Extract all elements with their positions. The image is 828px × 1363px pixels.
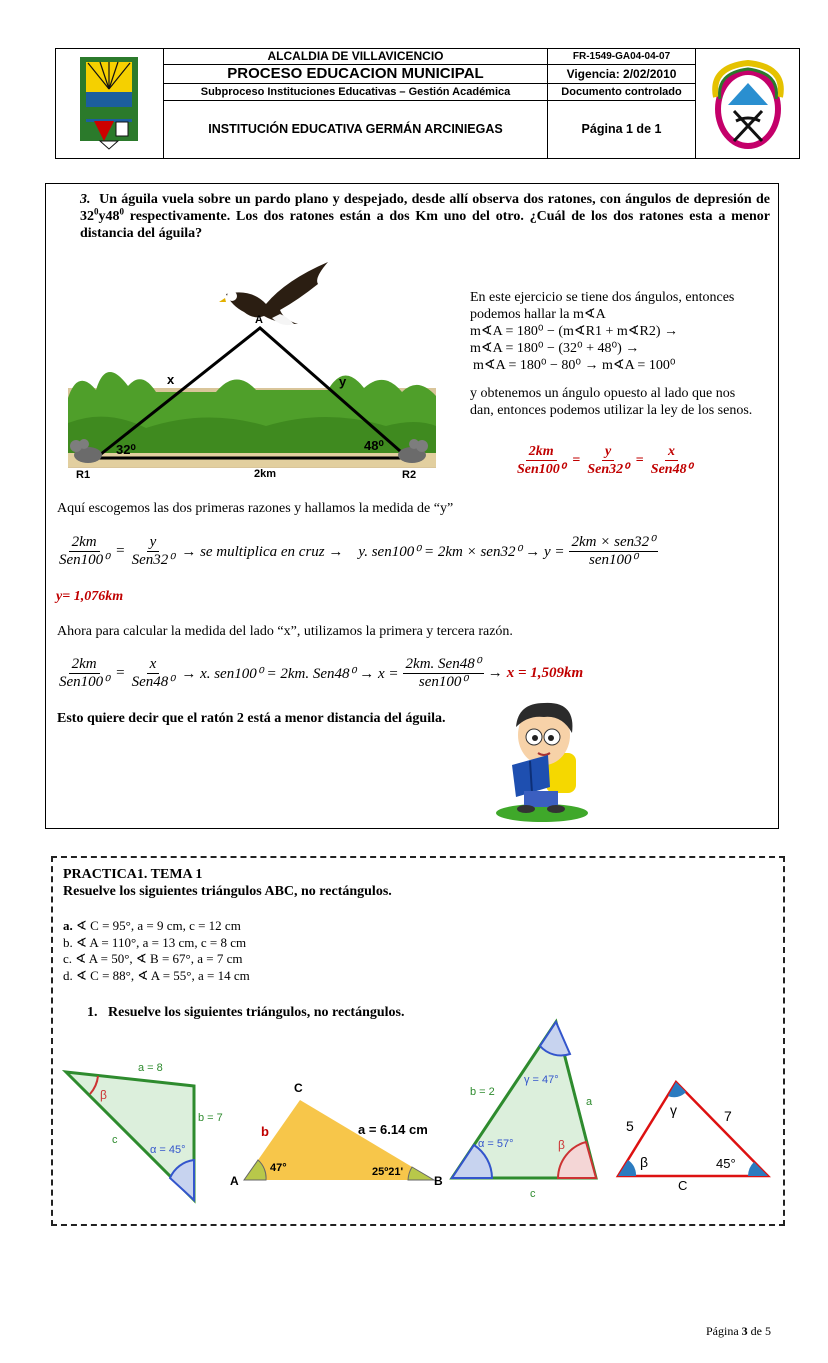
step2-intro: Ahora para calcular la medida del lado “x”, utilizamos la primera y tercera razón. — [57, 624, 513, 639]
explain-l1: m∢A = 180⁰ − (m∢R1 + m∢R2) → — [470, 324, 678, 339]
practice-item: d. ∢ C = 88°, ∢ A = 55°, a = 14 cm — [63, 967, 250, 983]
practice-item: a. ∢ C = 95°, a = 9 cm, c = 12 cm — [63, 918, 241, 933]
s1-f2n: y — [147, 534, 160, 552]
law-eq-2: = — [635, 452, 644, 468]
page-footer: Página 3 de 5 — [706, 1324, 771, 1338]
law-n1: 2km — [526, 443, 557, 461]
explain-p1: En este ejercicio se tiene dos ángulos, entonces podemos hallar la m∢A — [470, 290, 735, 322]
t3-gamma: γ = 47° — [524, 1074, 559, 1086]
practice-title: PRACTICA1. TEMA 1 — [63, 867, 203, 882]
triangle-4 — [612, 1076, 776, 1196]
t4-beta: β — [640, 1154, 649, 1170]
t3-b: b = 2 — [470, 1086, 495, 1098]
law-d1: Sen100⁰ — [517, 462, 566, 477]
header-title-3: Subproceso Instituciones Educativas – Gestión Académica — [163, 84, 547, 101]
t3-c: c — [530, 1188, 536, 1200]
school-emblem-icon — [696, 49, 800, 158]
practice-item: b. ∢ A = 110°, a = 13 cm, c = 8 cm — [63, 934, 247, 950]
problem-statement — [80, 191, 770, 242]
explanation-column — [470, 289, 760, 419]
s1-f3d: sen100⁰ — [589, 552, 638, 568]
t4-5: 5 — [626, 1118, 634, 1134]
municipal-crest — [56, 49, 163, 158]
explain-l2: m∢A = 180⁰ − (32⁰ + 48⁰) → — [470, 341, 640, 356]
law-eq-1: = — [572, 452, 581, 468]
practice-subtitle: Resuelve los siguientes triángulos ABC, no rectángulos. — [63, 884, 392, 899]
t1-c: c — [112, 1134, 118, 1146]
problem-angle-2: 48 — [105, 209, 120, 224]
s2-f1n: 2km — [69, 656, 100, 674]
school-logo — [695, 49, 799, 158]
fig-label-x: x — [167, 372, 175, 387]
t2-angB: 25º21' — [372, 1166, 404, 1178]
eagle-icon — [219, 262, 328, 325]
t2-a: a = 6.14 cm — [358, 1122, 428, 1137]
s2-mid: → x. sen100⁰ = 2km. Sen48⁰ → x = — [181, 666, 399, 682]
s2-arrow: → — [487, 665, 503, 681]
header-title-2: PROCESO EDUCACION MUNICIPAL — [163, 65, 547, 84]
practice-list — [63, 918, 250, 984]
fig-label-r2: R2 — [402, 469, 417, 481]
explain-l3: m∢A = 180⁰ − 80⁰ → m∢A = 100⁰ — [473, 358, 676, 373]
crest-logo-icon — [56, 49, 163, 158]
step1-equation: $\frac{2km}{\text{Sen100⁰}}$ = $\frac{y}{\text{Sen32⁰}}$ → se multiplica en cruz → y. sen100⁰ = 2km × sen32⁰ → y = $\frac{\text{2km × sen32⁰}}{\text{sen100⁰}}$ — [56, 534, 658, 569]
header-title-1: ALCALDIA DE VILLAVICENCIO — [163, 49, 547, 65]
s2-f2n: x — [147, 656, 160, 674]
t1-alpha: α = 45° — [150, 1144, 186, 1156]
exercise-heading: 1. Resuelve los siguientes triángulos, no rectángulos. — [87, 1005, 405, 1020]
t2-C: C — [294, 1081, 303, 1095]
t4-gamma: γ — [670, 1102, 677, 1118]
practice-item: c. ∢ A = 50°, ∢ B = 67°, a = 7 cm — [63, 951, 243, 966]
law-d2: Sen32⁰ — [587, 462, 629, 477]
fig-angle-r2: 48⁰ — [364, 438, 384, 453]
law-n2: y — [602, 443, 614, 461]
problem-angle-1: 32 — [80, 209, 94, 224]
t3-beta: β — [558, 1138, 565, 1152]
t2-B: B — [434, 1174, 443, 1188]
law-d3: Sen48⁰ — [650, 462, 693, 477]
fig-label-r1: R1 — [76, 469, 91, 481]
explain-p2: y obtenemos un ángulo opuesto al lado que nos dan, entonces podemos utilizar la ley de los senos. — [470, 386, 753, 418]
header-code: FR-1549-GA04-04-07 — [547, 49, 695, 65]
s1-mid: → se multiplica en cruz → y. sen100⁰ = 2km × sen32⁰ → y = — [181, 544, 565, 560]
s1-f1n: 2km — [69, 534, 100, 552]
fig-label-y: y — [339, 374, 347, 389]
header-vigencia: Vigencia: 2/02/2010 — [547, 65, 695, 84]
t1-beta: β — [100, 1088, 107, 1102]
step2-result: x = 1,509km — [506, 665, 584, 681]
s1-f3n: 2km × sen32⁰ — [569, 534, 659, 552]
fig-label-base: 2km — [254, 468, 277, 480]
t1-a: a = 8 — [138, 1062, 163, 1074]
triangle-1 — [60, 1060, 230, 1206]
header-controlado: Documento controlado — [547, 84, 695, 101]
problem-and: y — [98, 209, 106, 224]
eagle-mice-figure — [66, 258, 438, 484]
deg-2: 0 — [119, 206, 124, 217]
fig-label-A: A — [255, 314, 263, 326]
step1-result: y= 1,076km — [56, 589, 124, 604]
s1-f1d: Sen100⁰ — [59, 552, 110, 568]
header-institution: INSTITUCIÓN EDUCATIVA GERMÁN ARCINIEGAS — [163, 101, 547, 158]
t3-a: a — [586, 1096, 593, 1108]
conclusion: Esto quiere decir que el ratón 2 está a menor distancia del águila. — [57, 711, 446, 726]
deg-1: 0 — [94, 206, 99, 217]
document-header — [55, 48, 800, 159]
t3-alpha: α = 57° — [478, 1138, 514, 1150]
fig-angle-r1: 32⁰ — [116, 442, 136, 457]
s2-f3n: 2km. Sen48⁰ — [403, 656, 484, 674]
header-pagina: Página 1 de 1 — [547, 101, 695, 158]
step2-equation: $\frac{2km}{\text{Sen100⁰}}$ = $\frac{x}{\text{Sen48⁰}}$ → x. sen100⁰ = 2km. Sen48⁰ → x = $\frac{\text{2km. Sen48⁰}}{\text{sen100⁰}}$ → x = 1,509km — [56, 656, 583, 691]
law-of-sines — [514, 443, 695, 478]
t2-angA: 47° — [270, 1162, 287, 1174]
boy-reading-illustration — [494, 697, 590, 823]
t4-C: C — [678, 1178, 688, 1193]
t1-b: b = 7 — [198, 1112, 223, 1124]
t2-A: A — [230, 1174, 239, 1188]
problem-text-a: Un águila vuela sobre un pardo plano y despejado, desde allí observa dos ratones, con ángulos de depresión de — [99, 192, 771, 207]
triangle-3 — [446, 1018, 606, 1204]
s1-f2d: Sen32⁰ — [131, 552, 175, 568]
law-n3: x — [665, 443, 678, 461]
s2-f2d: Sen48⁰ — [131, 674, 175, 690]
problem-text-b: respectivamente. Los dos ratones están a dos Km uno del otro. ¿Cuál de los dos ratones esta a menor distancia del águila? — [80, 209, 770, 241]
step1-intro: Aquí escogemos las dos primeras razones y hallamos la medida de “y” — [57, 501, 454, 516]
s2-f1d: Sen100⁰ — [59, 674, 110, 690]
problem-number: 3. — [80, 192, 91, 207]
s2-f3d: sen100⁰ — [418, 674, 468, 690]
t2-b: b — [261, 1124, 269, 1139]
boy-reading-icon — [494, 697, 590, 823]
t4-7: 7 — [724, 1108, 732, 1124]
triangle-2 — [228, 1078, 446, 1192]
t4-45: 45° — [716, 1156, 736, 1171]
